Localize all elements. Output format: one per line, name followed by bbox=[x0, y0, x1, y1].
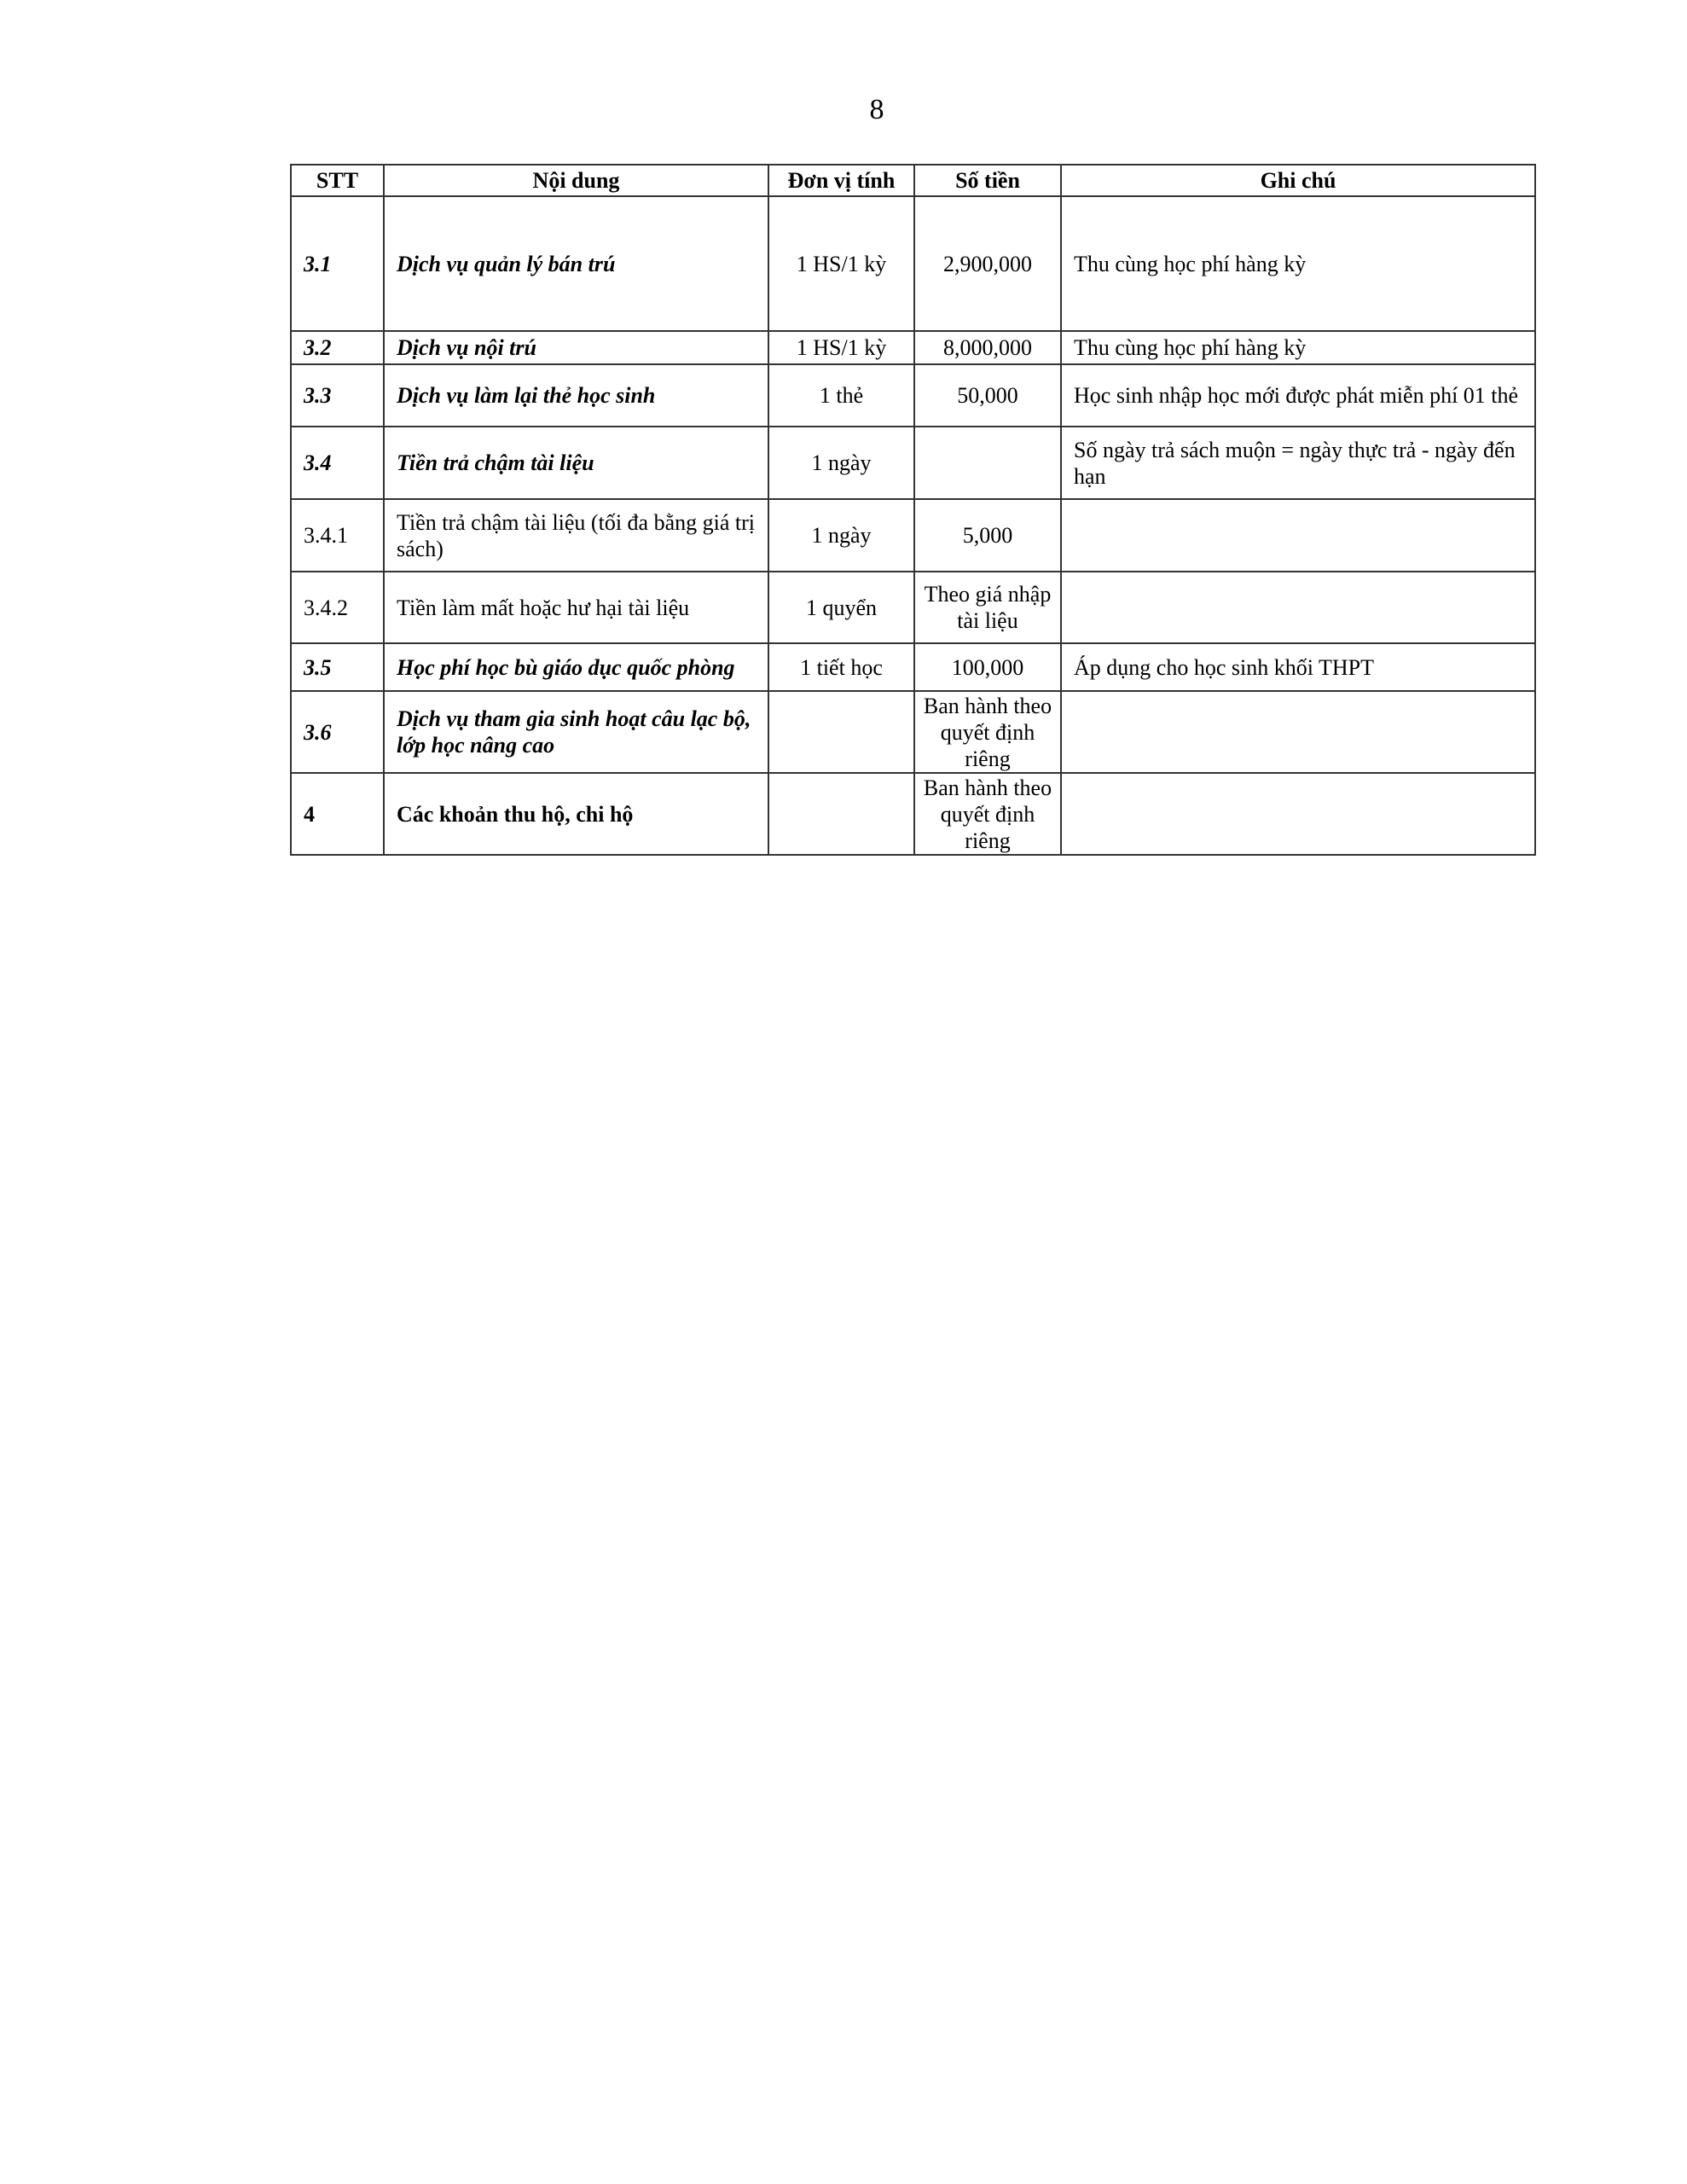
table-row bbox=[291, 499, 1535, 572]
row-amount: 2,900,000 bbox=[914, 196, 1061, 331]
table-row bbox=[291, 691, 1535, 773]
row-note: Học sinh nhập học mới được phát miễn phí 01 thẻ bbox=[1061, 364, 1535, 427]
row-content: Các khoản thu hộ, chi hộ bbox=[384, 773, 768, 855]
row-content: Học phí học bù giáo dục quốc phòng bbox=[384, 643, 768, 691]
table-row bbox=[291, 773, 1535, 855]
row-content: Dịch vụ quản lý bán trú bbox=[384, 196, 768, 331]
row-unit bbox=[768, 773, 914, 855]
row-note bbox=[1061, 691, 1535, 773]
row-content: Dịch vụ tham gia sinh hoạt câu lạc bộ, lớp học nâng cao bbox=[384, 691, 768, 773]
header-content: Nội dung bbox=[384, 165, 768, 196]
header-stt: STT bbox=[291, 165, 384, 196]
table-header-row bbox=[291, 165, 1535, 196]
row-stt: 3.2 bbox=[291, 331, 384, 364]
row-unit: 1 HS/1 kỳ bbox=[768, 196, 914, 331]
row-content: Tiền làm mất hoặc hư hại tài liệu bbox=[384, 572, 768, 643]
row-unit bbox=[768, 691, 914, 773]
header-unit: Đơn vị tính bbox=[768, 165, 914, 196]
fee-table bbox=[290, 164, 1536, 856]
row-amount: Ban hành theo quyết định riêng bbox=[914, 691, 1061, 773]
row-unit: 1 thẻ bbox=[768, 364, 914, 427]
row-amount: 5,000 bbox=[914, 499, 1061, 572]
row-note bbox=[1061, 499, 1535, 572]
row-unit: 1 ngày bbox=[768, 427, 914, 499]
row-note bbox=[1061, 773, 1535, 855]
row-content: Tiền trả chậm tài liệu (tối đa bằng giá trị sách) bbox=[384, 499, 768, 572]
header-note: Ghi chú bbox=[1061, 165, 1535, 196]
row-amount: 8,000,000 bbox=[914, 331, 1061, 364]
row-unit: 1 ngày bbox=[768, 499, 914, 572]
header-amount: Số tiền bbox=[914, 165, 1061, 196]
row-amount: 50,000 bbox=[914, 364, 1061, 427]
row-unit: 1 tiết học bbox=[768, 643, 914, 691]
row-stt: 3.1 bbox=[291, 196, 384, 331]
row-content: Tiền trả chậm tài liệu bbox=[384, 427, 768, 499]
row-unit: 1 HS/1 kỳ bbox=[768, 331, 914, 364]
table-row bbox=[291, 364, 1535, 427]
row-amount bbox=[914, 427, 1061, 499]
row-stt: 3.4 bbox=[291, 427, 384, 499]
row-amount: 100,000 bbox=[914, 643, 1061, 691]
row-unit: 1 quyển bbox=[768, 572, 914, 643]
table-row bbox=[291, 643, 1535, 691]
page-number: 8 bbox=[869, 94, 884, 125]
row-note: Thu cùng học phí hàng kỳ bbox=[1061, 196, 1535, 331]
row-content: Dịch vụ nội trú bbox=[384, 331, 768, 364]
row-stt: 3.3 bbox=[291, 364, 384, 427]
row-stt: 4 bbox=[291, 773, 384, 855]
row-note: Thu cùng học phí hàng kỳ bbox=[1061, 331, 1535, 364]
row-stt: 3.5 bbox=[291, 643, 384, 691]
row-note: Số ngày trả sách muộn = ngày thực trả - ngày đến hạn bbox=[1061, 427, 1535, 499]
row-content: Dịch vụ làm lại thẻ học sinh bbox=[384, 364, 768, 427]
row-stt: 3.4.2 bbox=[291, 572, 384, 643]
table-row bbox=[291, 196, 1535, 331]
table-row bbox=[291, 427, 1535, 499]
row-stt: 3.6 bbox=[291, 691, 384, 773]
row-amount: Ban hành theo quyết định riêng bbox=[914, 773, 1061, 855]
table-row bbox=[291, 572, 1535, 643]
row-note: Áp dụng cho học sinh khối THPT bbox=[1061, 643, 1535, 691]
row-stt: 3.4.1 bbox=[291, 499, 384, 572]
table-row bbox=[291, 331, 1535, 364]
row-note bbox=[1061, 572, 1535, 643]
row-amount: Theo giá nhập tài liệu bbox=[914, 572, 1061, 643]
